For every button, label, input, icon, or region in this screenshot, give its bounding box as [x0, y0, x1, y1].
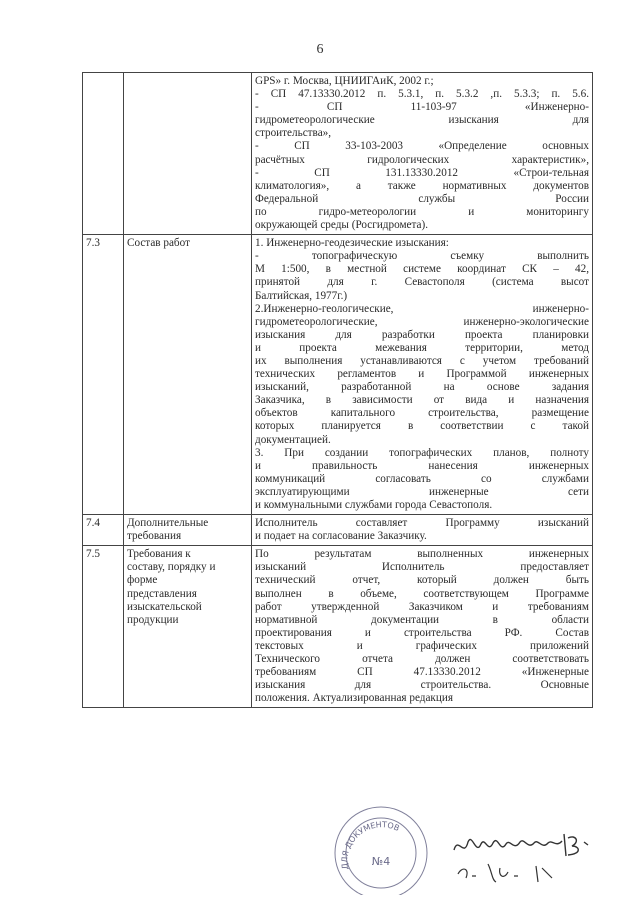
content-line: объектов капитального строительства, размещение	[255, 407, 589, 420]
content-line: работ утвержденной Заказчиком и требованиям	[255, 600, 589, 613]
row-title-line: изыскательской	[127, 600, 202, 613]
content-line: - топографическую съемку выполнить	[255, 250, 589, 263]
row-title-line: Требования к	[127, 548, 191, 561]
page-number: 6	[316, 42, 324, 57]
row-title-line: представления	[127, 587, 197, 600]
content-line: принятой для г. Севастополя (система высот	[255, 276, 589, 289]
official-stamp	[318, 795, 444, 895]
table-row	[83, 235, 593, 515]
row-title-line: Дополнительные	[127, 517, 209, 530]
content-line: 3. При создании топографических планов, полноту	[255, 446, 589, 459]
row-title-line: форме	[127, 574, 158, 587]
content-line: Технического отчета должен соответствовать	[255, 653, 589, 666]
content-line: Заказчика, в зависимости от вида и назначения	[255, 394, 589, 407]
row-title-line: Состав работ	[127, 237, 190, 250]
content-line: - СП 131.13330.2012 «Строи-тельная	[255, 166, 589, 179]
table-row	[83, 546, 593, 708]
row-title-line: требования	[127, 530, 182, 543]
content-line: 1. Инженерно-геодезические изыскания:	[255, 237, 449, 250]
content-line: требованиям СП 47.13330.2012 «Инженерные	[255, 666, 589, 679]
content-line: гидрометеорологические, инженерно-экологические	[255, 315, 589, 328]
content-line: технических регламентов и Программой инженерных	[255, 368, 589, 381]
content-line: - СП 47.13330.2012 п. 5.3.1, п. 5.3.2 ,п. 5.3.3; п. 5.6.	[255, 88, 589, 101]
table-row	[83, 515, 593, 546]
content-line: Балтийская, 1977г.)	[255, 289, 348, 302]
content-line: нормативной документации в области	[255, 613, 589, 626]
content-line: проектирования и строительства РФ. Состав	[255, 626, 589, 639]
content-line: и коммунальными службами города Севастополя.	[255, 499, 493, 511]
row-title-line: продукции	[127, 613, 179, 626]
content-line: изысканий, разработанной на основе задания	[255, 381, 589, 394]
content-line: выполнен в объеме, соответствующем Программе	[255, 587, 589, 600]
content-line: Федеральной службы России	[255, 192, 589, 205]
stamp-text: ДЛЯ ДОКУМЕНТОВ	[340, 820, 401, 870]
row-content	[252, 73, 593, 235]
content-line: окружающей среды (Росгидромета).	[255, 219, 429, 232]
content-line: изыскания для разработки проекта планировки	[255, 328, 589, 341]
content-line: коммуникаций согласовать со службами	[255, 472, 589, 485]
handwritten-signature	[448, 828, 598, 888]
requirements-table	[82, 72, 593, 708]
content-line: положения. Актуализированная редакция	[255, 692, 453, 705]
content-line: Исполнитель составляет Программу изысканий	[255, 517, 589, 530]
row-title-line: составу, порядку и	[127, 561, 216, 574]
content-line: климатология», а также нормативных документов	[255, 179, 589, 192]
content-line: строительства»,	[255, 127, 332, 140]
content-line: их выполнения устанавливаются с учетом требований	[255, 354, 589, 367]
content-line: - СП 11-103-97 «Инженерно-	[255, 101, 589, 114]
content-line: гидрометеорологические изыскания для	[255, 114, 589, 127]
row-title	[124, 73, 252, 235]
content-line: документацией.	[255, 433, 331, 446]
row-number: 7.3	[83, 235, 124, 515]
table-row	[83, 73, 593, 235]
row-number: 7.5	[83, 546, 124, 708]
content-line: GPS» г. Москва, ЦНИИГАиК, 2002 г.;	[255, 75, 434, 87]
content-line: технический отчет, который должен быть	[255, 574, 589, 587]
content-line: и подает на согласование Заказчику.	[255, 530, 427, 543]
row-title	[124, 235, 252, 515]
content-line: текстовых и графических приложений	[255, 639, 589, 652]
content-line: которых планируется в соответствии с такой	[255, 420, 589, 433]
content-line: и проекта межевания территории, метод	[255, 341, 589, 354]
content-line: 2.Инженерно-геологические, инженерно-	[255, 302, 589, 315]
content-line: изыскания для строительства. Основные	[255, 679, 589, 692]
row-title	[124, 546, 252, 708]
content-line: М 1:500, в местной системе координат СК – 42,	[255, 263, 589, 276]
stamp-number: №4	[371, 855, 391, 868]
svg-text:ДЛЯ ДОКУМЕНТОВ	[340, 820, 401, 870]
row-content	[252, 546, 593, 708]
content-line: и правильность нанесения инженерных	[255, 459, 589, 472]
row-number: 7.4	[83, 515, 124, 546]
content-line: расчётных гидрологических характеристик»,	[255, 153, 589, 166]
row-content	[252, 515, 593, 546]
content-line: - СП 33-103-2003 «Определение основных	[255, 140, 589, 153]
content-line: по гидро-метеорологии и мониторингу	[255, 205, 589, 218]
row-content	[252, 235, 593, 515]
content-line: По результатам выполненных инженерных	[255, 548, 589, 561]
row-number	[83, 73, 124, 235]
content-line: эксплуатирующими инженерные сети	[255, 485, 589, 498]
row-title	[124, 515, 252, 546]
content-line: изысканий Исполнитель предоставляет	[255, 561, 589, 574]
